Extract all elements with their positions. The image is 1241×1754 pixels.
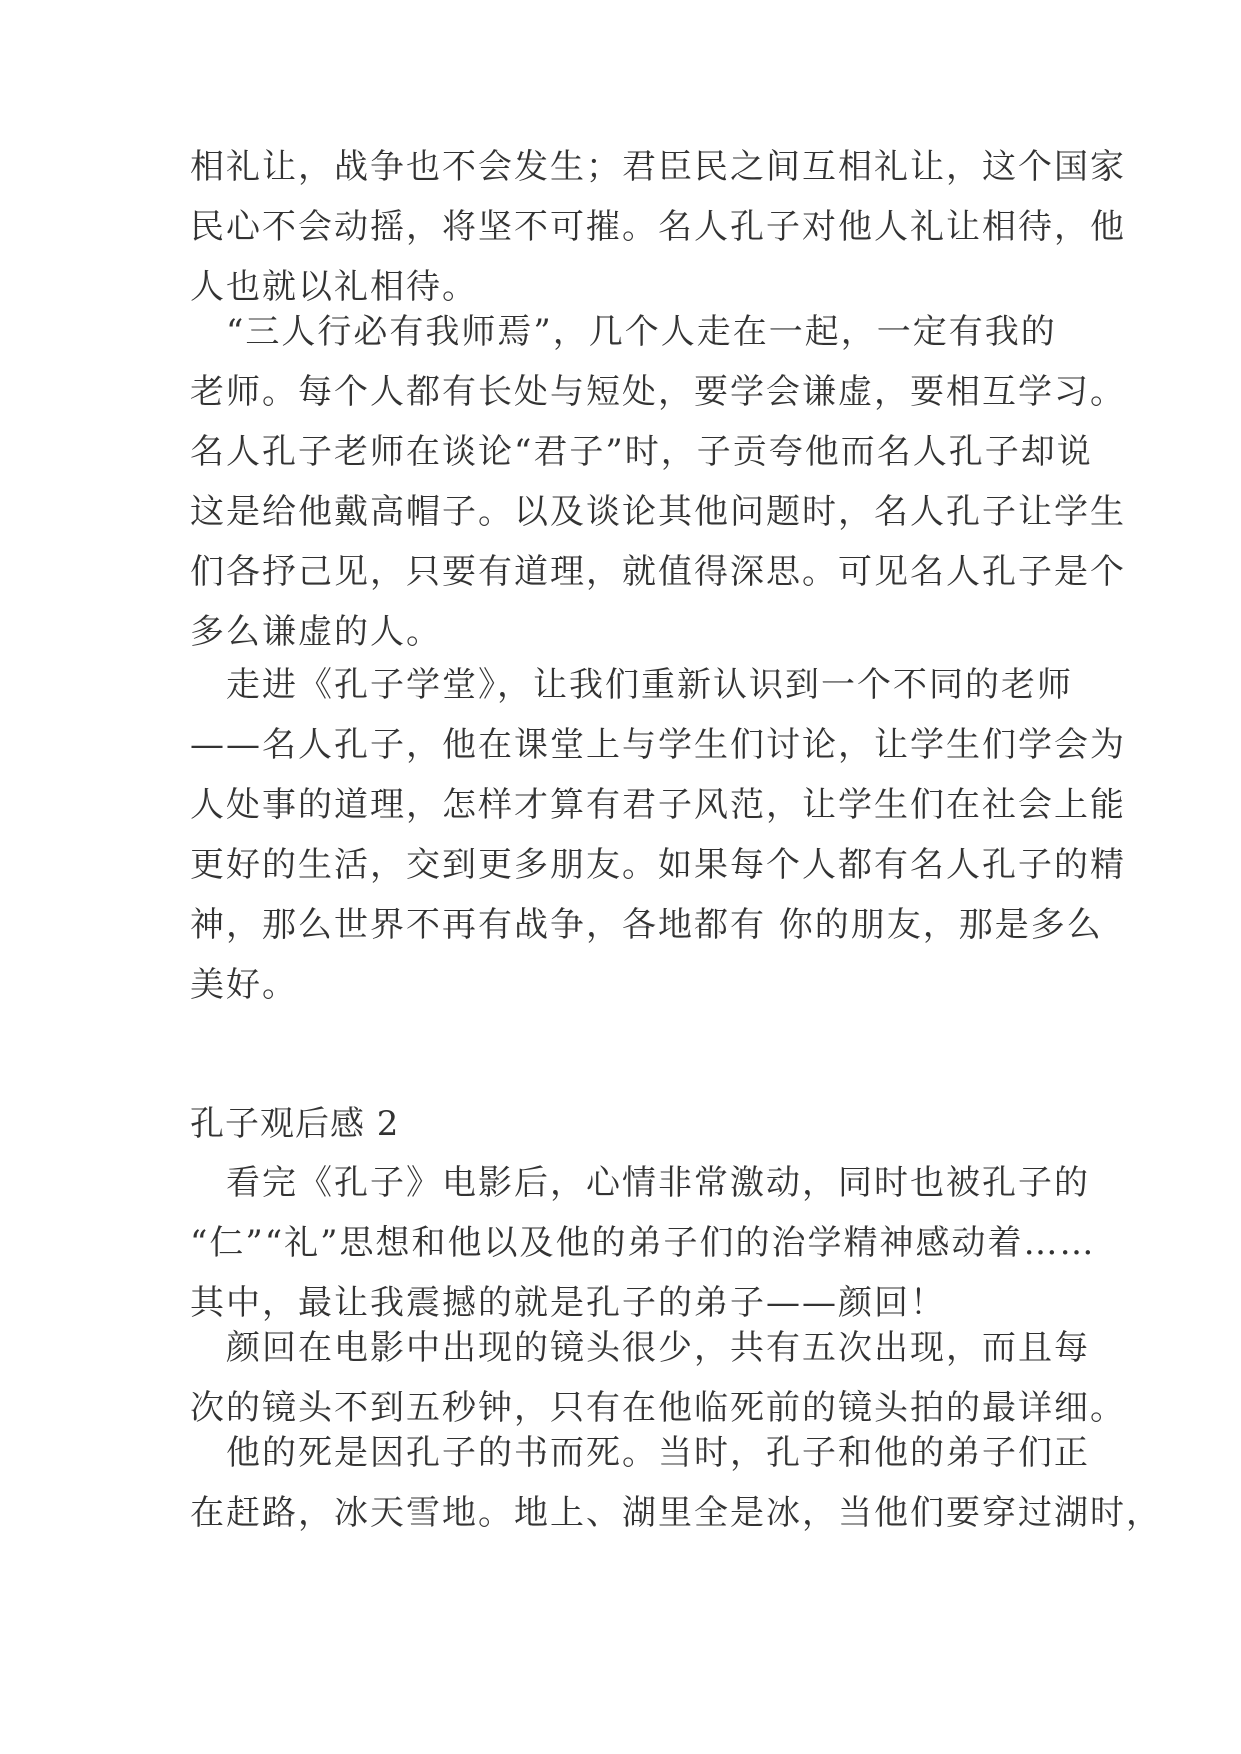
text-line: 神，那么世界不再有战争，各地都有 你的朋友，那是多么 [190,905,1103,945]
heading-text: 孔子观后感 2 [190,1104,400,1144]
text-line: 美好。 [190,965,298,1005]
text-line: ——名人孔子，他在课堂上与学生们讨论，让学生们学会为 [190,725,1126,765]
text-line: 这是给他戴高帽子。以及谈论其他问题时，名人孔子让学生 [190,492,1126,532]
paragraph-intro [190,1153,1096,1333]
text-line: 颜回在电影中出现的镜头很少，共有五次出现，而且每 [190,1328,1090,1368]
text-line: 在赶路，冰天雪地。地上、湖里全是冰，当他们要穿过湖时， [190,1493,1162,1533]
paragraph-yanhui [190,1318,1126,1438]
paragraph-classroom [190,655,1126,1015]
text-line: 相礼让，战争也不会发生；君臣民之间互相礼让，这个国家 [190,147,1126,187]
text-line: 更好的生活，交到更多朋友。如果每个人都有名人孔子的精 [190,845,1126,885]
text-line: “仁”“礼”思想和他以及他的弟子们的治学精神感动着…… [190,1223,1096,1263]
text-line: 他的死是因孔子的书而死。当时，孔子和他的弟子们正 [190,1433,1090,1473]
text-line: 多么谦虚的人。 [190,612,442,652]
text-line: 民心不会动摇，将坚不可摧。名人孔子对他人礼让相待，他 [190,207,1126,247]
text-line: 走进《孔子学堂》，让我们重新认识到一个不同的老师 [190,665,1073,705]
section-heading [190,1094,1070,1154]
paragraph-death [190,1423,1162,1543]
text-line: 其中，最让我震撼的就是孔子的弟子——颜回！ [190,1283,946,1323]
text-line: 人也就以礼相待。 [190,267,478,307]
paragraph-humility [190,302,1126,662]
text-line: 看完《孔子》电影后，心情非常激动，同时也被孔子的 [190,1163,1090,1203]
text-line: “三人行必有我师焉”，几个人走在一起，一定有我的 [190,312,1057,352]
paragraph-continuation [190,137,1126,317]
text-line: 老师。每个人都有长处与短处，要学会谦虚，要相互学习。 [190,372,1126,412]
text-line: 们各抒己见，只要有道理，就值得深思。可见名人孔子是个 [190,552,1126,592]
text-line: 次的镜头不到五秒钟，只有在他临死前的镜头拍的最详细。 [190,1388,1126,1428]
text-line: 人处事的道理，怎样才算有君子风范，让学生们在社会上能 [190,785,1126,825]
text-line: 名人孔子老师在谈论“君子”时，子贡夸他而名人孔子却说 [190,432,1093,472]
